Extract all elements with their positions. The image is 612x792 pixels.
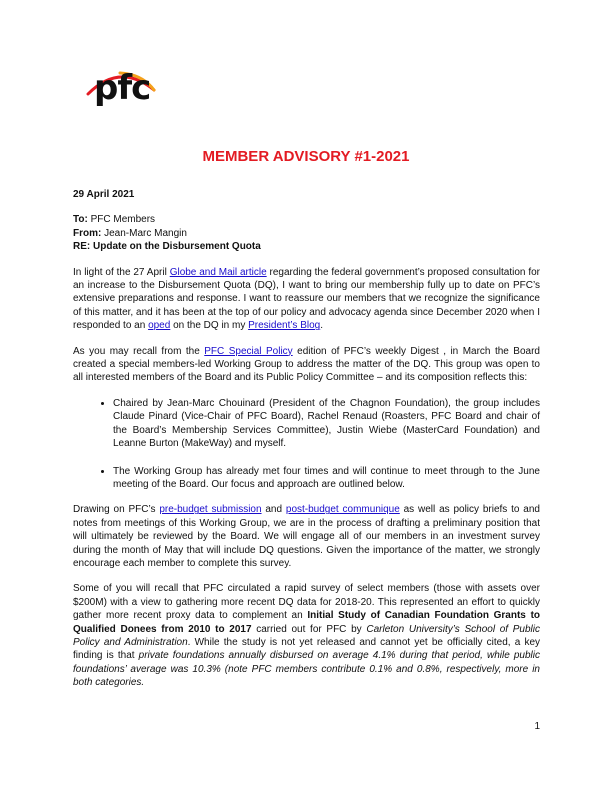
logo-text: pfc xyxy=(94,68,151,108)
globe-and-mail-link[interactable]: Globe and Mail article xyxy=(169,266,267,278)
memo-from-value: Jean-Marc Mangin xyxy=(104,227,187,239)
memo-header xyxy=(73,213,540,253)
presidents-blog-link[interactable]: President’s Blog xyxy=(248,320,321,332)
memo-re xyxy=(73,240,540,253)
memo-re-value: Update on the Disbursement Quota xyxy=(93,241,261,253)
memo-from-label: From: xyxy=(73,227,102,239)
memo-to-value: PFC Members xyxy=(90,214,156,226)
memo-from xyxy=(73,227,540,240)
memo-to-label: To: xyxy=(73,214,88,226)
key-finding: private foundations annually disbursed on average 4.1% during that period, while public foundations’ average was 10.3% (note PFC members contribute 0.1% and 0.8%, respectively, more in both categories. xyxy=(73,650,540,689)
paragraph-1: In light of the 27 April Globe and Mail article regarding the federal government’s proposed consultation for an increase to the Disbursement Quota (DQ), I want to bring our membership fully up to date on PFC’s extensive preparations and response. I want to reassure our members that we recognize the significance of this matter, and it has been at the top of our policy and advocacy agenda since December 2020 when I responded to an oped on the DQ in my President’s Blog. xyxy=(73,266,541,332)
paragraph-3: Drawing on PFC’s pre-budget submission and post-budget communique as well as policy briefs to and notes from meetings of this Working Group, we are in the process of drafting a preliminary position that will ultimately be reviewed by the Board. We will engage all of our members in an investment survey during the month of May that will include DQ questions. Given the importance of the matter, we strongly encourage each member to complete this survey. xyxy=(73,504,540,569)
paragraph-4: Some of you will recall that PFC circulated a rapid survey of select members (those with assets over $200M) with a view to gathering more recent DQ data for 2018-20. This represented an effort to quickly gather more recent proxy data to complement an Initial Study of Canadian Foundation Grants to Qualified Donees from 2010 to 2017 carried out for PFC by Carleton University’s School of Public Policy and Administration. While the study is not yet released and cannot yet be officially cited, a key finding is that private foundations annually disbursed on average 4.1% during that period, while public foundations’ average was 10.3% (note PFC members contribute 0.1% and 0.8%, respectively, more in both categories. xyxy=(73,583,541,689)
memo-to xyxy=(73,213,540,226)
paragraph-2: As you may recall from the PFC Special Policy edition of PFC’s weekly Digest , in March the Board created a special members-led Working Group to address the matter of the DQ. This group was open to all interested members of the Board and its Public Policy Committee – and its composition reflects this: xyxy=(73,345,540,384)
working-group-list xyxy=(73,397,540,491)
pre-budget-submission-link[interactable]: pre-budget submission xyxy=(159,504,262,516)
list-item: • Chaired by Jean-Marc Chouinard (President of the Chagnon Foundation), the group includes Claude Pinard (Vice-Chair of PFC Board), Rachel Renaud (Roasters, PFC Board and chair of the Board’s Membership Services Committee), Justin Wiebe (MasterCard Foundation) and Leanne Burton (MakeWay) and myself. xyxy=(113,397,540,451)
pfc-special-policy-link[interactable]: PFC Special Policy xyxy=(204,345,293,357)
study-title: Initial Study of Canadian Foundation Grants to Qualified Donees from 2010 to 2017 xyxy=(73,610,541,635)
oped-link[interactable]: oped xyxy=(148,320,171,332)
post-budget-communique-link[interactable]: post-budget communique xyxy=(285,504,400,516)
carleton-school-name: Carleton University’s School of Public Policy and Administration xyxy=(73,623,541,648)
page-number: 1 xyxy=(534,721,540,732)
advisory-date: 29 April 2021 xyxy=(73,189,135,200)
document-body xyxy=(73,188,540,702)
memo-re-label: RE: xyxy=(73,241,91,253)
list-item: • The Working Group has already met four times and will continue to meet through to the June meeting of the Board. Our focus and approach are outlined below. xyxy=(113,465,540,492)
pfc-logo xyxy=(80,68,160,124)
page-title: MEMBER ADVISORY #1-2021 xyxy=(202,148,410,165)
